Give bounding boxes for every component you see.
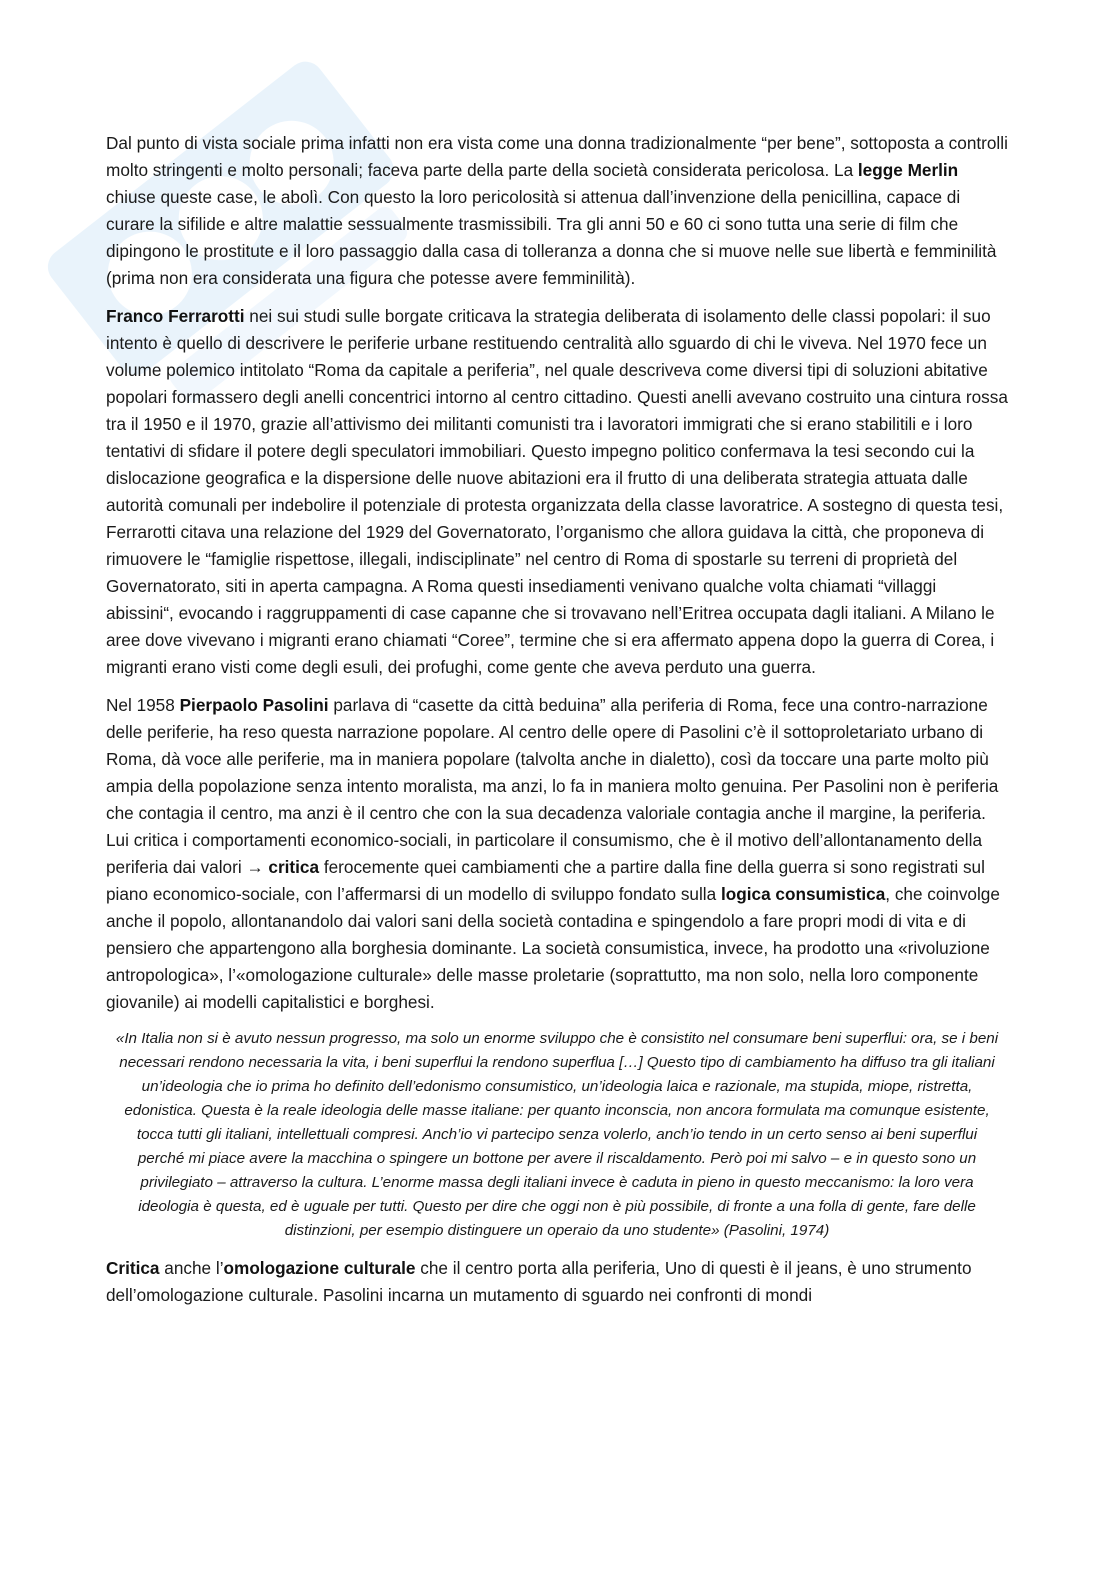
paragraph-text: parlava di “casette da città beduina” alla periferia di Roma, fece una contro-narrazione delle periferie, ha reso questa narrazione popolare. Al centro delle opere di Pasolini c’è il sottoproletariato urbano di Roma, dà voce alle periferie, ma in maniera popolare (talvolta anche in dialetto), così da toccare una parte molto più ampia della popolazione senza intento moralista, ma anzi, lo fa in maniera molto genuina. Per Pasolini non è periferia che contagia il centro, ma anzi è il centro che con la sua decadenza valoriale contagia anche il margine, la periferia. Lui critica i comportamenti economico-sociali, in particolare il consumismo, che è il motivo dell’allontanamento della periferia dai valori: [106, 695, 999, 877]
paragraph-text: Dal punto di vista sociale prima infatti non era vista come una donna tradizionalmente “per bene”, sottoposta a controlli molto stringenti e molto personali; faceva parte della parte della società considerata pericolosa. La: [106, 133, 1008, 180]
paragraph-omologazione: [106, 1255, 1008, 1309]
bold-term: legge Merlin: [857, 160, 959, 180]
paragraph-ferrarotti: [106, 303, 1008, 681]
paragraph-text: Nel 1958: [106, 695, 180, 715]
paragraph-text: chiuse queste case, le abolì. Con questo la loro pericolosità si attenua dall’invenzione della penicillina, capace di curare la sifilide e altre malattie sessualmente trasmissibili. Tra gli anni 50 e 60 ci sono tutta una serie di film che dipingono le prostitute e il loro passaggio dalla casa di tolleranza a donna che si muove nelle sue libertà e femminilità (prima non era considerata una figura che potesse avere femminilità).: [106, 187, 997, 288]
paragraph-text: ferocemente quei cambiamenti che a partire dalla fine della guerra si sono registrati sul piano economico-sociale, con l’affermarsi di un modello di sviluppo fondato sulla: [106, 857, 985, 904]
bold-term: logica consumistica: [720, 884, 886, 904]
bold-term: Critica: [106, 1258, 160, 1278]
paragraph-text: nei sui studi sulle borgate criticava la strategia deliberata di isolamento delle classi popolari: il suo intento è quello di descrivere le periferie urbane restituendo centralità allo sguardo di chi le viveva. Nel 1970 fece un volume polemico intitolato “Roma da capitale a periferia”, nel quale descriveva come diversi tipi di soluzioni abitative popolari formassero degli anelli concentrici intorno al centro cittadino. Questi anelli avevano costruito una cintura rossa tra il 1950 e il 1970, grazie all’attivismo dei militanti comunisti tra i lavoratori immigrati che si erano stabilitili e i loro tentativi di sfidare il potere degli speculatori immobiliari. Questo impegno politico confermava la tesi secondo cui la dislocazione geografica e la dispersione delle nuove abitazioni era il frutto di una deliberata strategia attuata dalle autorità comunali per indebolire il potenziale di protesta organizzata della classe lavoratrice. A sostegno di questa tesi, Ferrarotti citava una relazione del 1929 del Governatorato, l’organismo che allora guidava la città, che proponeva di rimuovere le “famiglie rispettose, illegali, indisciplinate” nel centro di Roma di spostarle su terreni di proprietà del Governatorato, siti in aperta campagna. A Roma questi insediamenti venivano qualche volta chiamati “villaggi abissini“, evocando i raggruppamenti di case capanne che si trovavano nell’Eritrea occupata dagli italiani. A Milano le aree dove vivevano i migranti erano chiamati “Coree”, termine che si era affermato appena dopo la guerra di Corea, i migranti erano visti come degli esuli, dei profughi, come gente che aveva perduto una guerra.: [106, 306, 1008, 677]
paragraph-text: anche l’: [159, 1258, 224, 1278]
bold-term: critica: [268, 857, 320, 877]
paragraph-prostitution: [106, 130, 1008, 292]
bold-term: omologazione culturale: [223, 1258, 416, 1278]
bold-term: Franco Ferrarotti: [106, 306, 245, 326]
arrow-right-icon: →: [246, 857, 264, 877]
pasolini-quote: «In Italia non si è avuto nessun progresso, ma solo un enorme sviluppo che è consistito nel consumare beni superflui: ora, se i beni necessari rendono necessaria la vita, i beni superflui la rendono superflua […] Questo tipo di cambiamento ha diffuso tra gli italiani un’ideologia che io prima ho definito dell’edonismo consumistico, un’ideologia laica e razionale, ma stupida, miope, ristretta, edonistica. Questa è la reale ideologia delle masse italiane: per quanto inconscia, non ancora formulata ma comunque esistente, tocca tutti gli italiani, intellettuali compresi. Anch’io vi partecipo senza volerlo, anch’io tendo in un certo senso ai beni superflui perché mi piace avere la macchina o spingere un bottone per avere il riscaldamento. Però poi mi salvo – e in questo sono un privilegiato – attraverso la cultura. L’enorme massa degli italiani invece è caduta in pieno in questo meccanismo: la loro vera ideologia è questa, ed è uguale per tutti. Questo per dire che oggi non è più possibile, di fronte a una folla di gente, fare delle distinzioni, per esempio distinguere un operaio da uno studente» (Pasolini, 1974): [115, 1030, 999, 1239]
paragraph-text: che il centro porta alla periferia, Uno di questi è il jeans, è uno strumento dell’omologazione culturale. Pasolini incarna un mutamento di sguardo nei confronti di mondi: [106, 1258, 972, 1305]
paragraph-pasolini: [106, 692, 1008, 1016]
document-page: [106, 130, 1008, 1320]
paragraph-text: , che coinvolge anche il popolo, allontanandolo dai valori sani della società contadina e spingendolo a fare propri modi di vita e di pensiero che appartengono alla borghesia dominante. La società consumistica, invece, ha prodotto una «rivoluzione antropologica», l’«omologazione culturale» delle masse proletarie (soprattutto, ma non solo, nella loro componente giovanile) ai modelli capitalistici e borghesi.: [106, 884, 1000, 1012]
bold-term: Pierpaolo Pasolini: [179, 695, 329, 715]
